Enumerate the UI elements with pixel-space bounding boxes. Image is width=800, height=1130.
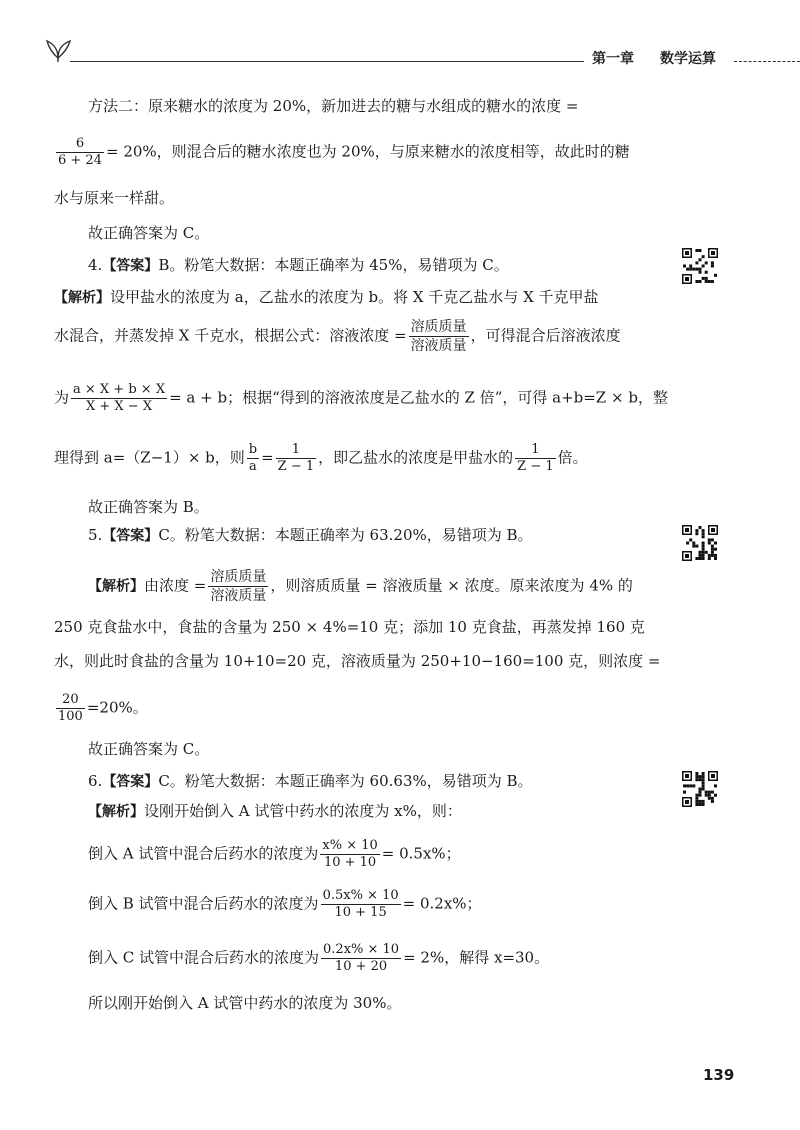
fraction: $\frac{0.5x\% \times 10}{10 + 15}$ xyxy=(322,888,399,920)
header-rule-left xyxy=(70,61,584,62)
q6-analysis-line2: 倒入 A 试管中混合后药水的浓度为 $\frac{x\% \times 10}{10 + 10}$ = 0.5x%； xyxy=(88,838,461,870)
q4-analysis-line4: 理得到 a=（Z−1）× b，则 $\frac{b}{a}$ = $\frac{1}{Z - 1}$ ，即乙盐水的浓度是甲盐水的 $\frac{1}{Z - 1}$ 倍。 xyxy=(54,442,588,474)
q4-analysis-line1: 【解析】设甲盐水的浓度为 a，乙盐水的浓度为 b。将 X 千克乙盐水与 X 千克甲盐 xyxy=(54,288,599,306)
qr-code-icon[interactable] xyxy=(681,770,719,808)
fraction: $\frac{6}{6 + 24}$ xyxy=(58,136,102,168)
q6-answer: 6.【答案】C。粉笔大数据：本题正确率为 60.63%，易错项为 B。 xyxy=(88,772,533,790)
fraction: $\frac{1}{Z - 1}$ xyxy=(517,442,554,474)
q5-analysis-line4: $\frac{20}{100}$ =20%。 xyxy=(58,692,148,724)
fraction: $\frac{1}{Z - 1}$ xyxy=(277,442,315,474)
q5-conclusion: 故正确答案为 C。 xyxy=(88,740,210,758)
q6-analysis-line3: 倒入 B 试管中混合后药水的浓度为 $\frac{0.5x\% \times 10}{10 + 15}$ = 0.2x%； xyxy=(88,888,482,920)
q4-analysis-line2: 水混合，并蒸发掉 X 千克水，根据公式：溶液浓度 = $\frac{\text{溶质质量}}{\text{溶液质量}}$ ，可得混合后溶液浓度 xyxy=(54,319,621,354)
q5-analysis-line3: 水，则此时食盐的含量为 10+10=20 克，溶液质量为 250+10−160=100 克，则浓度 = xyxy=(54,652,661,670)
fraction: $\frac{0.2x\% \times 10}{10 + 20}$ xyxy=(323,942,400,974)
q6-analysis-line1: 【解析】设刚开始倒入 A 试管中药水的浓度为 x%，则： xyxy=(88,802,462,820)
chapter-title: 数学运算 xyxy=(660,51,716,67)
fraction: $\frac{b}{a}$ xyxy=(248,442,258,474)
method2-line3: 水与原来一样甜。 xyxy=(54,189,175,207)
header-rule-right xyxy=(734,61,800,63)
method2-line1: 方法二：原来糖水的浓度为 20%，新加进去的糖与水组成的糖水的浓度 = xyxy=(88,97,579,115)
q4-analysis-line3: 为 $\frac{a \times X + b \times X}{X + X - X}$ = a + b；根据“得到的溶液浓度是乙盐水的 Z 倍”，可得 a+b=Z × b，整 xyxy=(54,382,668,414)
q4-conclusion: 故正确答案为 B。 xyxy=(88,498,209,516)
fraction: $\frac{x\% \times 10}{10 + 10}$ xyxy=(322,838,378,870)
chapter-label: 第一章 xyxy=(592,51,634,67)
method2-line2: $\frac{6}{6 + 24}$ = 20%，则混合后的糖水浓度也为 20%，与原来糖水的浓度相等，故此时的糖 xyxy=(58,136,630,168)
q5-analysis-line1: 【解析】由浓度 = $\frac{\text{溶质质量}}{\text{溶液质量}}$ ，则溶质质量 = 溶液质量 × 浓度。原来浓度为 4% 的 xyxy=(88,569,633,604)
qr-code-icon[interactable] xyxy=(681,247,719,285)
fraction: $\frac{20}{100}$ xyxy=(58,692,83,724)
qr-code-icon[interactable] xyxy=(681,524,719,562)
fraction: $\frac{a \times X + b \times X}{X + X - X}$ xyxy=(73,382,166,414)
q4-answer: 4.【答案】B。粉笔大数据：本题正确率为 45%，易错项为 C。 xyxy=(88,256,509,274)
q5-answer: 5.【答案】C。粉笔大数据：本题正确率为 63.20%，易错项为 B。 xyxy=(88,526,533,544)
leaf-logo-icon xyxy=(44,36,74,62)
q6-analysis-line4: 倒入 C 试管中混合后药水的浓度为 $\frac{0.2x\% \times 10}{10 + 20}$ = 2%，解得 x=30。 xyxy=(88,942,550,974)
q6-analysis-line5: 所以刚开始倒入 A 试管中药水的浓度为 30%。 xyxy=(88,994,402,1012)
method2-conclusion: 故正确答案为 C。 xyxy=(88,224,210,242)
fraction: $\frac{\text{溶质质量}}{\text{溶液质量}}$ xyxy=(210,569,267,604)
fraction: $\frac{\text{溶质质量}}{\text{溶液质量}}$ xyxy=(410,319,467,354)
page-number: 139 xyxy=(703,1066,735,1084)
q5-analysis-line2: 250 克食盐水中，食盐的含量为 250 × 4%=10 克；添加 10 克食盐，再蒸发掉 160 克 xyxy=(54,618,645,636)
